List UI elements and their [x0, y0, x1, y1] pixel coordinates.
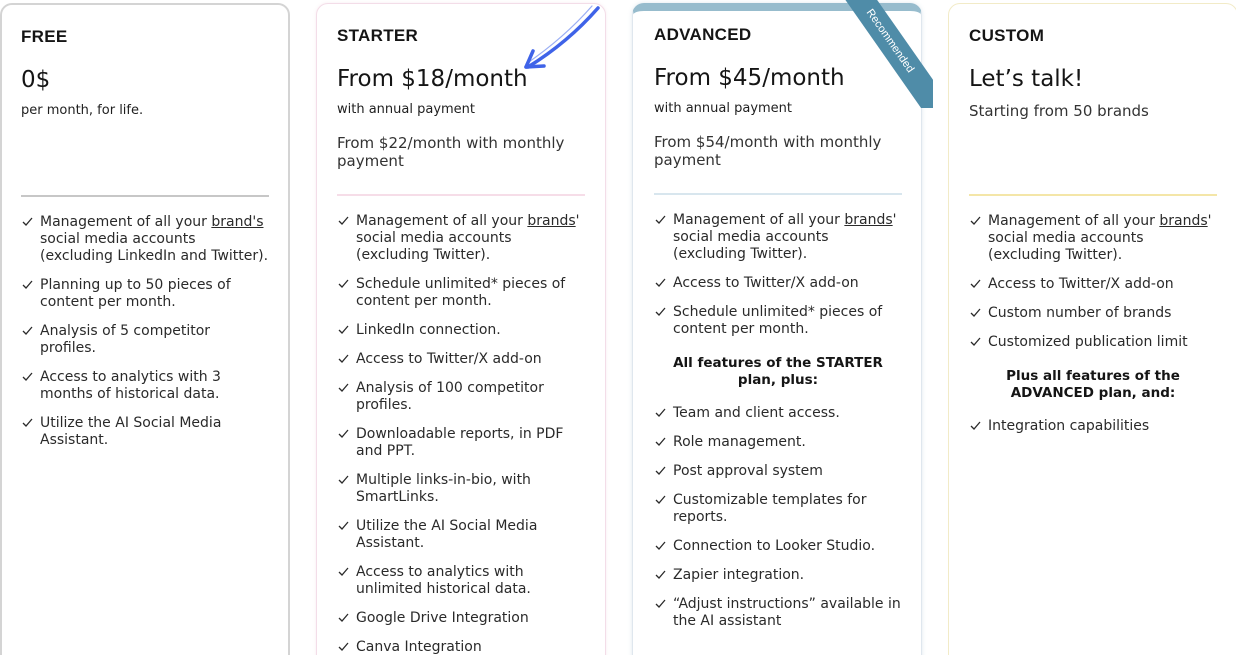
feature-item — [654, 212, 902, 263]
checkmark-icon — [655, 277, 666, 288]
checkmark-icon — [655, 436, 666, 447]
feature-item — [21, 323, 269, 357]
feature-text: Analysis of 100 competitor profiles. — [356, 380, 544, 413]
feature-text: Access to analytics with unlimited historical data. — [356, 564, 531, 597]
plan-price-subtitle: Starting from 50 brands — [969, 102, 1149, 120]
feature-item — [654, 567, 902, 584]
features-subheading: All features of the STARTER plan, plus: — [673, 355, 883, 388]
feature-text: Integration capabilities — [988, 418, 1150, 434]
feature-text: Access to Twitter/X add-on — [356, 351, 542, 367]
plan-price-subtitle: with annual payment — [337, 102, 476, 117]
monthly-price-note: From $54/month with monthly payment — [654, 133, 882, 169]
feature-text — [988, 213, 1212, 263]
feature-text: Customizable templates for reports. — [673, 492, 867, 525]
divider — [21, 195, 269, 197]
feature-item — [337, 472, 585, 506]
feature-text: Access to analytics with 3 months of historical data. — [40, 369, 221, 402]
feature-item — [337, 276, 585, 310]
plan-price-subtitle: with annual payment — [654, 101, 793, 116]
arrow-icon — [518, 4, 604, 74]
checkmark-icon — [338, 353, 349, 364]
checkmark-icon — [655, 407, 666, 418]
feature-text — [40, 214, 268, 264]
checkmark-icon — [970, 215, 981, 226]
feature-list — [337, 213, 585, 655]
plan-price-subtitle: per month, for life. — [21, 103, 144, 118]
feature-text-prefix: Management of all your — [673, 212, 845, 228]
feature-item — [969, 418, 1217, 435]
feature-text: Canva Integration — [356, 639, 482, 655]
feature-item — [337, 322, 585, 339]
feature-text — [673, 212, 897, 262]
feature-text: Utilize the AI Social Media Assistant. — [356, 518, 538, 551]
feature-item — [337, 518, 585, 552]
checkmark-icon — [338, 520, 349, 531]
brands-link[interactable]: brands — [1159, 213, 1208, 229]
plan-card-custom — [948, 3, 1236, 655]
feature-item — [654, 434, 902, 451]
feature-text: Customized publication limit — [988, 334, 1188, 350]
divider — [969, 194, 1217, 196]
feature-text: Role management. — [673, 434, 806, 450]
divider — [337, 194, 585, 196]
checkmark-icon — [22, 279, 33, 290]
recommended-ribbon — [838, 0, 933, 108]
checkmark-icon — [655, 214, 666, 225]
feature-text-suffix: social media accounts (excluding LinkedIn and Twitter). — [40, 231, 269, 264]
plan-card-free — [0, 3, 290, 655]
checkmark-icon — [338, 641, 349, 652]
feature-text: Downloadable reports, in PDF and PPT. — [356, 426, 564, 459]
feature-text — [356, 213, 580, 263]
checkmark-icon — [970, 420, 981, 431]
feature-item — [654, 463, 902, 480]
feature-text: Google Drive Integration — [356, 610, 529, 626]
checkmark-icon — [655, 569, 666, 580]
brands-link[interactable]: brands — [844, 212, 893, 228]
checkmark-icon — [655, 540, 666, 551]
feature-text-suffix: ' social media accounts (excluding Twitter). — [988, 213, 1212, 263]
feature-text: Analysis of 5 competitor profiles. — [40, 323, 211, 356]
feature-item — [654, 596, 902, 630]
feature-text: Custom number of brands — [988, 305, 1172, 321]
feature-text-prefix: Management of all your — [40, 214, 212, 230]
feature-list — [969, 213, 1217, 447]
feature-item — [654, 492, 902, 526]
plan-price: Let’s talk! — [969, 66, 1084, 92]
plan-name: STARTER — [337, 26, 419, 45]
feature-text: Multiple links-in-bio, with SmartLinks. — [356, 472, 531, 505]
monthly-price-note: From $22/month with monthly payment — [337, 134, 565, 170]
feature-text: “Adjust instructions” available in the AI assistant — [673, 596, 901, 629]
recommended-ribbon-label: Recommended — [838, 0, 933, 108]
feature-text: LinkedIn connection. — [356, 322, 501, 338]
plan-card-starter — [316, 3, 606, 655]
checkmark-icon — [22, 417, 33, 428]
checkmark-icon — [22, 216, 33, 227]
checkmark-icon — [338, 474, 349, 485]
feature-item — [21, 214, 269, 265]
feature-text-prefix: Management of all your — [356, 213, 528, 229]
checkmark-icon — [338, 278, 349, 289]
feature-item — [969, 305, 1217, 322]
plan-price: From $45/month — [654, 65, 845, 91]
checkmark-icon — [655, 465, 666, 476]
feature-list — [21, 214, 269, 461]
feature-item — [337, 351, 585, 368]
feature-item — [969, 334, 1217, 351]
feature-text: Post approval system — [673, 463, 823, 479]
feature-text: Schedule unlimited* pieces of content per month. — [673, 304, 883, 337]
checkmark-icon — [338, 428, 349, 439]
feature-item — [21, 415, 269, 449]
feature-text: Access to Twitter/X add-on — [988, 276, 1174, 292]
checkmark-icon — [338, 566, 349, 577]
brands-link[interactable]: brand's — [211, 214, 264, 230]
feature-item — [337, 639, 585, 655]
feature-text-prefix: Management of all your — [988, 213, 1160, 229]
feature-list — [654, 212, 902, 642]
feature-item — [969, 213, 1217, 264]
feature-item — [337, 610, 585, 627]
feature-text: Access to Twitter/X add-on — [673, 275, 859, 291]
features-subheading: Plus all features of the ADVANCED plan, and: — [1006, 368, 1180, 401]
checkmark-icon — [338, 215, 349, 226]
feature-text: Zapier integration. — [673, 567, 805, 583]
feature-item — [654, 538, 902, 555]
feature-text-suffix: ' social media accounts (excluding Twitter). — [356, 213, 580, 263]
divider — [654, 193, 902, 195]
plan-name: ADVANCED — [654, 25, 752, 44]
checkmark-icon — [338, 324, 349, 335]
checkmark-icon — [970, 336, 981, 347]
feature-item — [337, 380, 585, 414]
plan-price: From $18/month — [337, 66, 528, 92]
feature-item — [337, 426, 585, 460]
checkmark-icon — [338, 382, 349, 393]
brands-link[interactable]: brands — [527, 213, 576, 229]
feature-text: Planning up to 50 pieces of content per month. — [40, 277, 231, 310]
checkmark-icon — [655, 598, 666, 609]
checkmark-icon — [970, 307, 981, 318]
feature-text-suffix: ' social media accounts (excluding Twitter). — [673, 212, 897, 262]
feature-item — [21, 277, 269, 311]
plan-price: 0$ — [21, 67, 51, 93]
checkmark-icon — [338, 612, 349, 623]
checkmark-icon — [655, 494, 666, 505]
feature-text: Schedule unlimited* pieces of content per month. — [356, 276, 566, 309]
checkmark-icon — [970, 278, 981, 289]
feature-item — [969, 276, 1217, 293]
checkmark-icon — [655, 306, 666, 317]
feature-item — [337, 213, 585, 264]
feature-text: Connection to Looker Studio. — [673, 538, 876, 554]
feature-item — [654, 304, 902, 338]
plan-name: CUSTOM — [969, 26, 1045, 45]
feature-item — [654, 405, 902, 422]
plan-name: FREE — [21, 27, 68, 46]
feature-item — [337, 564, 585, 598]
checkmark-icon — [22, 371, 33, 382]
checkmark-icon — [22, 325, 33, 336]
feature-item — [654, 275, 902, 292]
feature-text: Utilize the AI Social Media Assistant. — [40, 415, 222, 448]
feature-text: Team and client access. — [673, 405, 840, 421]
feature-item — [21, 369, 269, 403]
